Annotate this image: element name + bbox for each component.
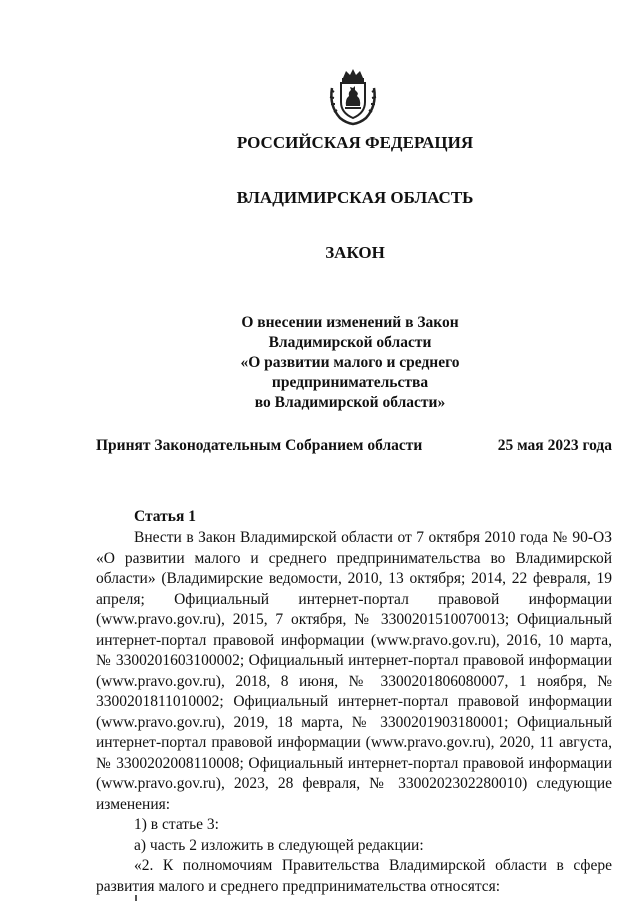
country-heading: РОССИЙСКАЯ ФЕДЕРАЦИЯ: [236, 133, 474, 152]
law-title: [0, 313, 640, 413]
coat-of-arms-icon: [326, 66, 380, 126]
law-title-line: «О развитии малого и среднего: [240, 354, 460, 371]
document-type-heading: ЗАКОН: [325, 243, 385, 262]
article-paragraph: Внести в Закон Владимирской области от 7 октября 2010 года № 90-ОЗ «О развитии малого и среднего предпринимательства во Владимирской области» (Владимирские ведомости, 2010, 13 октября; 2014, 22 февраля, 19 апреля; Официальный интернет-портал правовой информации (www.pravo.gov.ru), 2015, 7 октября, № 3300201510070013; Официальный интернет-портал правовой информации (www.pravo.gov.ru), 2016, 10 марта, № 3300201603100002; Официальный интернет-портал правовой информации (www.pravo.gov.ru), 2018, 8 июня, № 3300201806080007, 1 ноября, № 3300201811010002; Официальный интернет-портал правовой информации (www.pravo.gov.ru), 2019, 18 марта, № 3300201903180001; Официальный интернет-портал правовой информации (www.pravo.gov.ru), 2020, 11 августа, № 3300202008110008; Официальный интернет-портал правовой информации (www.pravo.gov.ru), 2023, 28 февраля, № 3300202302280010) следующие изменения:: [96, 529, 612, 813]
article-heading: Статья 1: [134, 508, 196, 525]
article-paragraph: а) часть 2 изложить в следующей редакции:: [134, 836, 424, 854]
article-paragraph: «2. К полномочиям Правительства Владимирской области в сфере развития малого и среднего предпринимательства относятся:: [96, 857, 612, 895]
adopted-by: Принят Законодательным Собранием области: [96, 437, 423, 454]
article-body: [96, 528, 612, 897]
adoption-date: 25 мая 2023 года: [497, 437, 612, 454]
scan-mark: [135, 895, 137, 901]
adoption-line: [96, 437, 612, 455]
region-heading: ВЛАДИМИРСКАЯ ОБЛАСТЬ: [236, 188, 474, 207]
law-title-line: предпринимательства: [271, 374, 429, 391]
law-title-line: во Владимирской области»: [254, 394, 446, 411]
law-title-line: Владимирской области: [268, 334, 432, 351]
article-paragraph: 1) в статье 3:: [134, 816, 219, 833]
law-title-line: О внесении изменений в Закон: [241, 314, 459, 331]
